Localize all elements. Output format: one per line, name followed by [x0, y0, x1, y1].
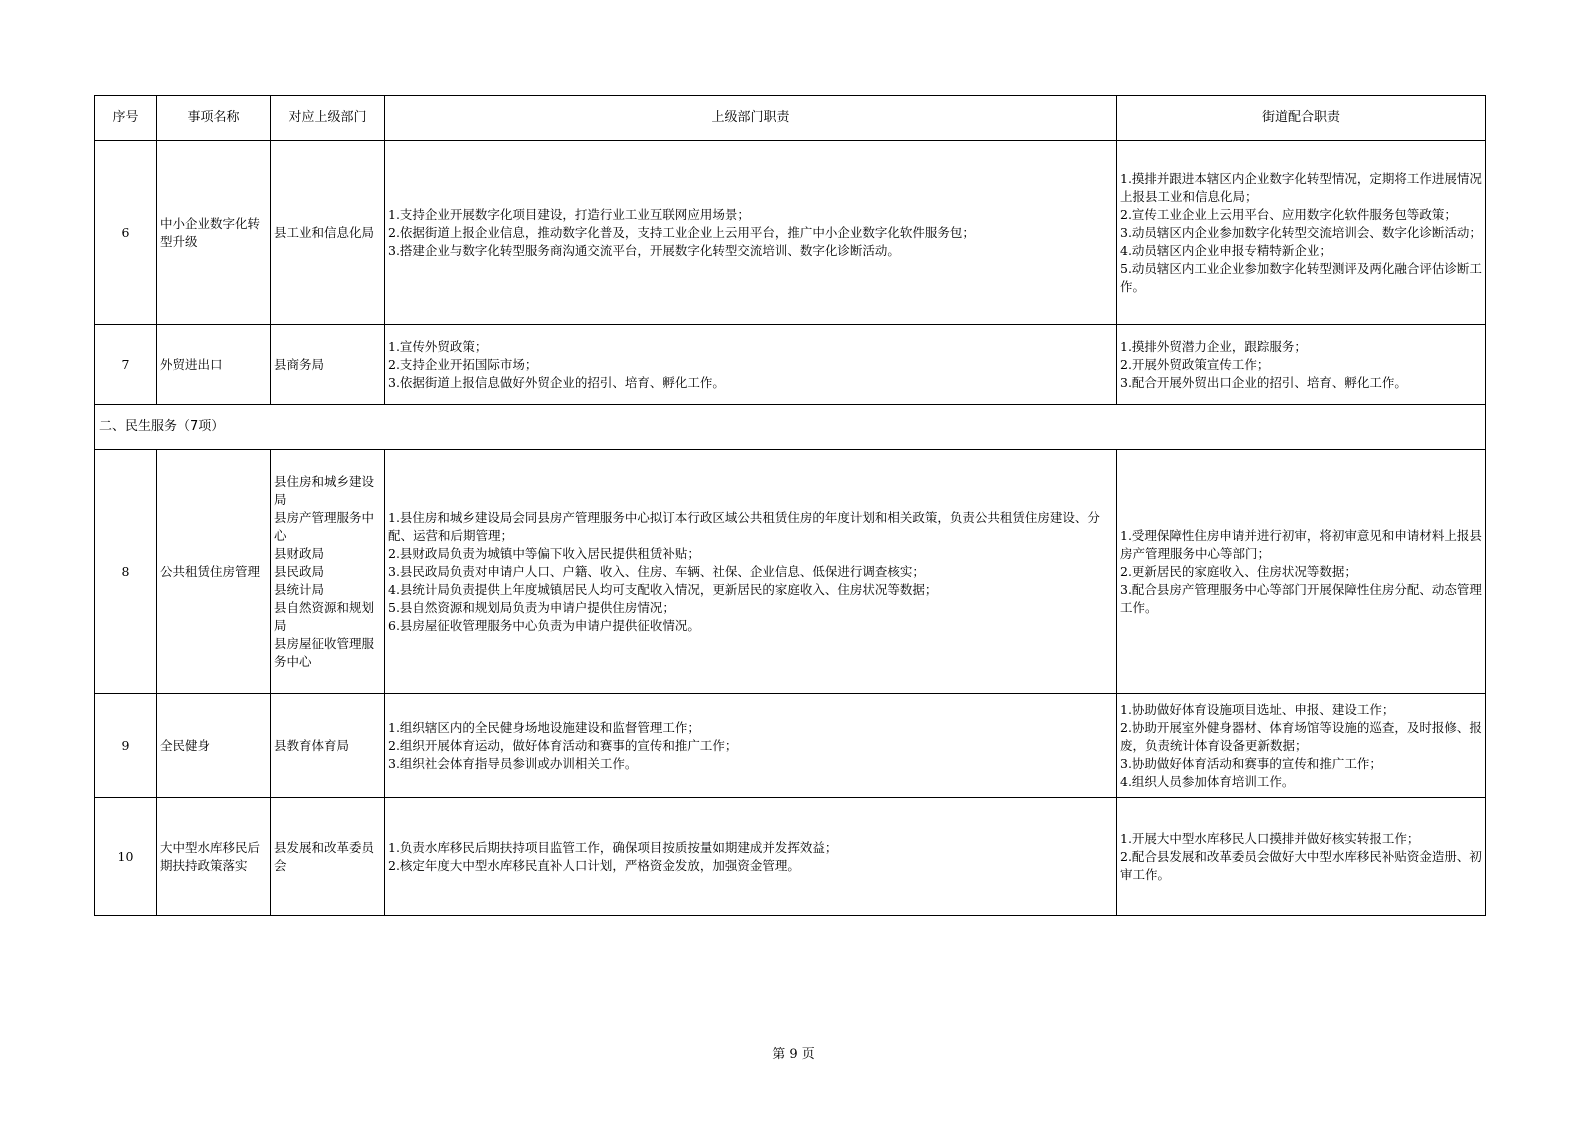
street-duty-item: 2.开展外贸政策宣传工作； — [1120, 356, 1270, 372]
street-duty-item: 1.开展大中型水库移民人口摸排并做好核实转报工作； — [1120, 830, 1420, 846]
header-upper-department: 对应上级部门 — [271, 96, 385, 141]
upper-duty-item: 3.县民政局负责对申请户人口、户籍、收入、住房、车辆、社保、企业信息、低保进行调查核实； — [388, 563, 925, 579]
street-duties-cell — [1117, 141, 1486, 325]
upper-duties-cell — [385, 141, 1117, 325]
serial-number-cell: 7 — [95, 325, 157, 405]
street-duty-item: 1.摸排并跟进本辖区内企业数字化转型情况，定期将工作进展情况上报县工业和信息化局； — [1120, 170, 1482, 204]
item-name-cell: 公共租赁住房管理 — [157, 450, 271, 694]
upper-duties-cell — [385, 798, 1117, 916]
upper-duty-item: 2.组织开展体育运动，做好体育活动和赛事的宣传和推广工作； — [388, 737, 738, 753]
upper-department-cell — [271, 325, 385, 405]
street-duty-item: 4.动员辖区内企业申报专精特新企业； — [1120, 242, 1332, 258]
table-row — [95, 325, 1486, 405]
upper-duty-item: 2.依据街道上报企业信息，推动数字化普及，支持工业企业上云用平台，推广中小企业数字化软件服务包； — [388, 224, 975, 240]
street-duty-item: 3.动员辖区内企业参加数字化转型交流培训会、数字化诊断活动； — [1120, 224, 1482, 240]
upper-duty-item: 1.负责水库移民后期扶持项目监管工作，确保项目按质按量如期建成并发挥效益； — [388, 839, 838, 855]
upper-department-cell — [271, 798, 385, 916]
department-name: 县房屋征收管理服务中心 — [274, 635, 375, 669]
table-row — [95, 798, 1486, 916]
upper-duties-cell — [385, 325, 1117, 405]
upper-duties-cell — [385, 694, 1117, 798]
street-duty-item: 4.组织人员参加体育培训工作。 — [1120, 773, 1295, 789]
department-name: 县民政局 — [274, 563, 325, 579]
header-street-duties: 街道配合职责 — [1117, 96, 1486, 141]
item-name-cell: 中小企业数字化转型升级 — [157, 141, 271, 325]
department-name: 县教育体育局 — [274, 737, 350, 753]
item-name-cell: 大中型水库移民后期扶持政策落实 — [157, 798, 271, 916]
table-row — [95, 694, 1486, 798]
page-number: 第 9 页 — [772, 1047, 815, 1062]
section-title: 二、民生服务（7项） — [95, 405, 1486, 450]
item-name-cell: 全民健身 — [157, 694, 271, 798]
table-header-row — [95, 96, 1486, 141]
upper-department-cell — [271, 141, 385, 325]
upper-duties-cell — [385, 450, 1117, 694]
department-name: 县财政局 — [274, 545, 325, 561]
upper-duty-item: 5.县自然资源和规划局负责为申请户提供住房情况； — [388, 599, 675, 615]
item-name-cell: 外贸进出口 — [157, 325, 271, 405]
table-row — [95, 141, 1486, 325]
street-duties-cell — [1117, 694, 1486, 798]
department-name: 县统计局 — [274, 581, 325, 597]
upper-duty-item: 1.宣传外贸政策； — [388, 338, 488, 354]
street-duty-item: 2.宣传工业企业上云用平台、应用数字化软件服务包等政策； — [1120, 206, 1457, 222]
street-duty-item: 1.受理保障性住房申请并进行初审，将初审意见和申请材料上报县房产管理服务中心等部门； — [1120, 527, 1482, 561]
upper-duty-item: 3.搭建企业与数字化转型服务商沟通交流平台，开展数字化转型交流培训、数字化诊断活动。 — [388, 242, 900, 258]
street-duty-item: 1.摸排外贸潜力企业，跟踪服务； — [1120, 338, 1307, 354]
header-item-name: 事项名称 — [157, 96, 271, 141]
department-name: 县发展和改革委员会 — [274, 839, 375, 873]
header-serial-number: 序号 — [95, 96, 157, 141]
duties-table-container — [94, 95, 1485, 916]
street-duty-item: 2.更新居民的家庭收入、住房状况等数据； — [1120, 563, 1357, 579]
street-duty-item: 1.协助做好体育设施项目选址、申报、建设工作； — [1120, 701, 1395, 717]
upper-duty-item: 2.县财政局负责为城镇中等偏下收入居民提供租赁补贴； — [388, 545, 700, 561]
table-body — [95, 141, 1486, 916]
street-duty-item: 3.配合县房产管理服务中心等部门开展保障性住房分配、动态管理工作。 — [1120, 581, 1482, 615]
table-row — [95, 450, 1486, 694]
upper-duty-item: 3.依据街道上报信息做好外贸企业的招引、培育、孵化工作。 — [388, 374, 725, 390]
street-duty-item: 3.协助做好体育活动和赛事的宣传和推广工作； — [1120, 755, 1382, 771]
serial-number-cell: 10 — [95, 798, 157, 916]
serial-number-cell: 9 — [95, 694, 157, 798]
department-name: 县房产管理服务中心 — [274, 509, 375, 543]
section-header-row — [95, 405, 1486, 450]
department-name: 县工业和信息化局 — [274, 224, 375, 240]
upper-duty-item: 6.县房屋征收管理服务中心负责为申请户提供征收情况。 — [388, 617, 700, 633]
street-duties-cell — [1117, 798, 1486, 916]
upper-duty-item: 1.支持企业开展数字化项目建设，打造行业工业互联网应用场景； — [388, 206, 750, 222]
department-name: 县住房和城乡建设局 — [274, 473, 375, 507]
upper-duty-item: 1.县住房和城乡建设局会同县房产管理服务中心拟订本行政区域公共租赁住房的年度计划和相关政策，负责公共租赁住房建设、分配、运营和后期管理； — [388, 509, 1100, 543]
street-duty-item: 5.动员辖区内工业企业参加数字化转型测评及两化融合评估诊断工作。 — [1120, 260, 1482, 294]
street-duty-item: 2.协助开展室外健身器材、体育场馆等设施的巡查，及时报修、报废，负责统计体育设备更新数据； — [1120, 719, 1482, 753]
upper-department-cell — [271, 450, 385, 694]
upper-department-cell — [271, 694, 385, 798]
department-name: 县商务局 — [274, 356, 325, 372]
street-duties-cell — [1117, 325, 1486, 405]
upper-duty-item: 3.组织社会体育指导员参训或办训相关工作。 — [388, 755, 638, 771]
upper-duty-item: 1.组织辖区内的全民健身场地设施建设和监督管理工作； — [388, 719, 700, 735]
street-duty-item: 3.配合开展外贸出口企业的招引、培育、孵化工作。 — [1120, 374, 1407, 390]
serial-number-cell: 8 — [95, 450, 157, 694]
duties-table — [94, 95, 1486, 916]
header-upper-duties: 上级部门职责 — [385, 96, 1117, 141]
street-duty-item: 2.配合县发展和改革委员会做好大中型水库移民补贴资金造册、初审工作。 — [1120, 848, 1482, 882]
upper-duty-item: 2.支持企业开拓国际市场； — [388, 356, 538, 372]
street-duties-cell — [1117, 450, 1486, 694]
upper-duty-item: 2.核定年度大中型水库移民直补人口计划，严格资金发放，加强资金管理。 — [388, 857, 800, 873]
upper-duty-item: 4.县统计局负责提供上年度城镇居民人均可支配收入情况，更新居民的家庭收入、住房状况等数据； — [388, 581, 938, 597]
serial-number-cell: 6 — [95, 141, 157, 325]
department-name: 县自然资源和规划局 — [274, 599, 375, 633]
